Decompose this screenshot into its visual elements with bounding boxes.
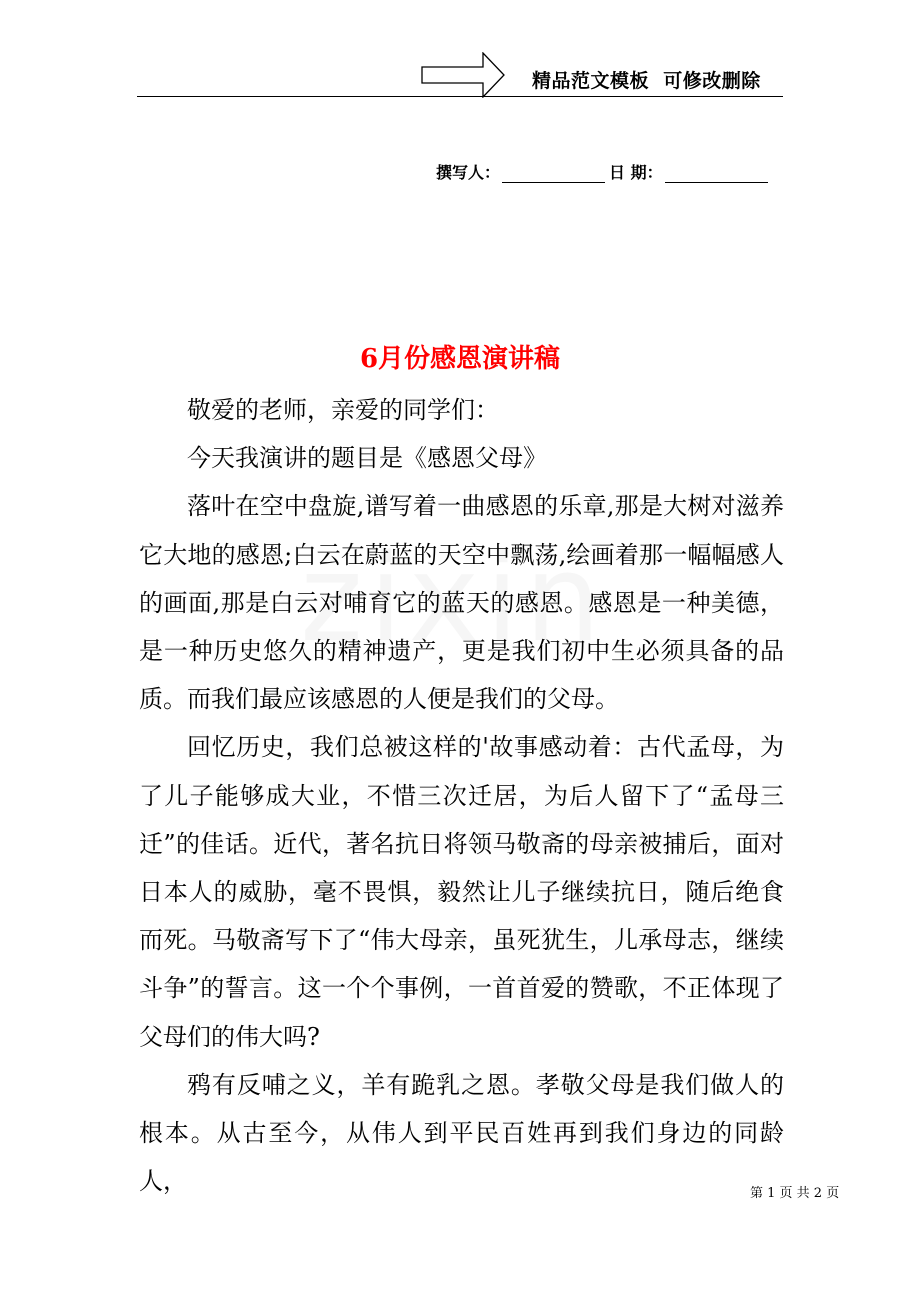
header-arrow-icon (421, 52, 505, 98)
document-body (139, 386, 784, 1205)
author-date-line (436, 160, 768, 183)
header-label: 精品范文模板 可修改删除 (532, 70, 761, 92)
date-label: 日 期： (609, 163, 663, 182)
date-blank (665, 163, 768, 183)
body-paragraph: 敬爱的老师，亲爱的同学们： (187, 396, 499, 424)
header-divider (137, 96, 783, 97)
body-paragraph: 鸦有反哺之义，羊有跪乳之恩。孝敬父母是我们做人的根本。从古至今，从伟人到平民百姓再到我们身边的同龄人， (139, 1070, 784, 1196)
body-paragraph: 回忆历史，我们总被这样的'故事感动着：古代孟母，为了儿子能够成大业，不惜三次迁居，为后人留下了“孟母三迁”的佳话。近代，著名抗日将领马敬斋的母亲被捕后，面对日本人的威胁，毫不畏惧，毅然让儿子继续抗日，随后绝食而死。马敬斋写下了“伟大母亲，虽死犹生，儿承母志，继续斗争”的誓言。这一个个事例，一首首爱的赞歌，不正体现了父母们的伟大吗? (139, 733, 784, 1051)
document-title: 6月份感恩演讲稿 (359, 344, 561, 374)
body-paragraph: 落叶在空中盘旋,谱写着一曲感恩的乐章,那是大树对滋养它大地的感恩;白云在蔚蓝的天空中飘荡,绘画着那一幅幅感人的画面,那是白云对哺育它的蓝天的感恩。感恩是一种美德，是一种历史悠久的精神遗产，更是我们初中生必须具备的品质。而我们最应该感恩的人便是我们的父母。 (139, 492, 784, 714)
page-number: 第 1 页 共 2 页 (750, 1186, 840, 1201)
body-paragraph: 今天我演讲的题目是《感恩父母》 (187, 444, 547, 473)
author-label: 撰写人： (436, 163, 501, 182)
author-blank (502, 163, 605, 183)
